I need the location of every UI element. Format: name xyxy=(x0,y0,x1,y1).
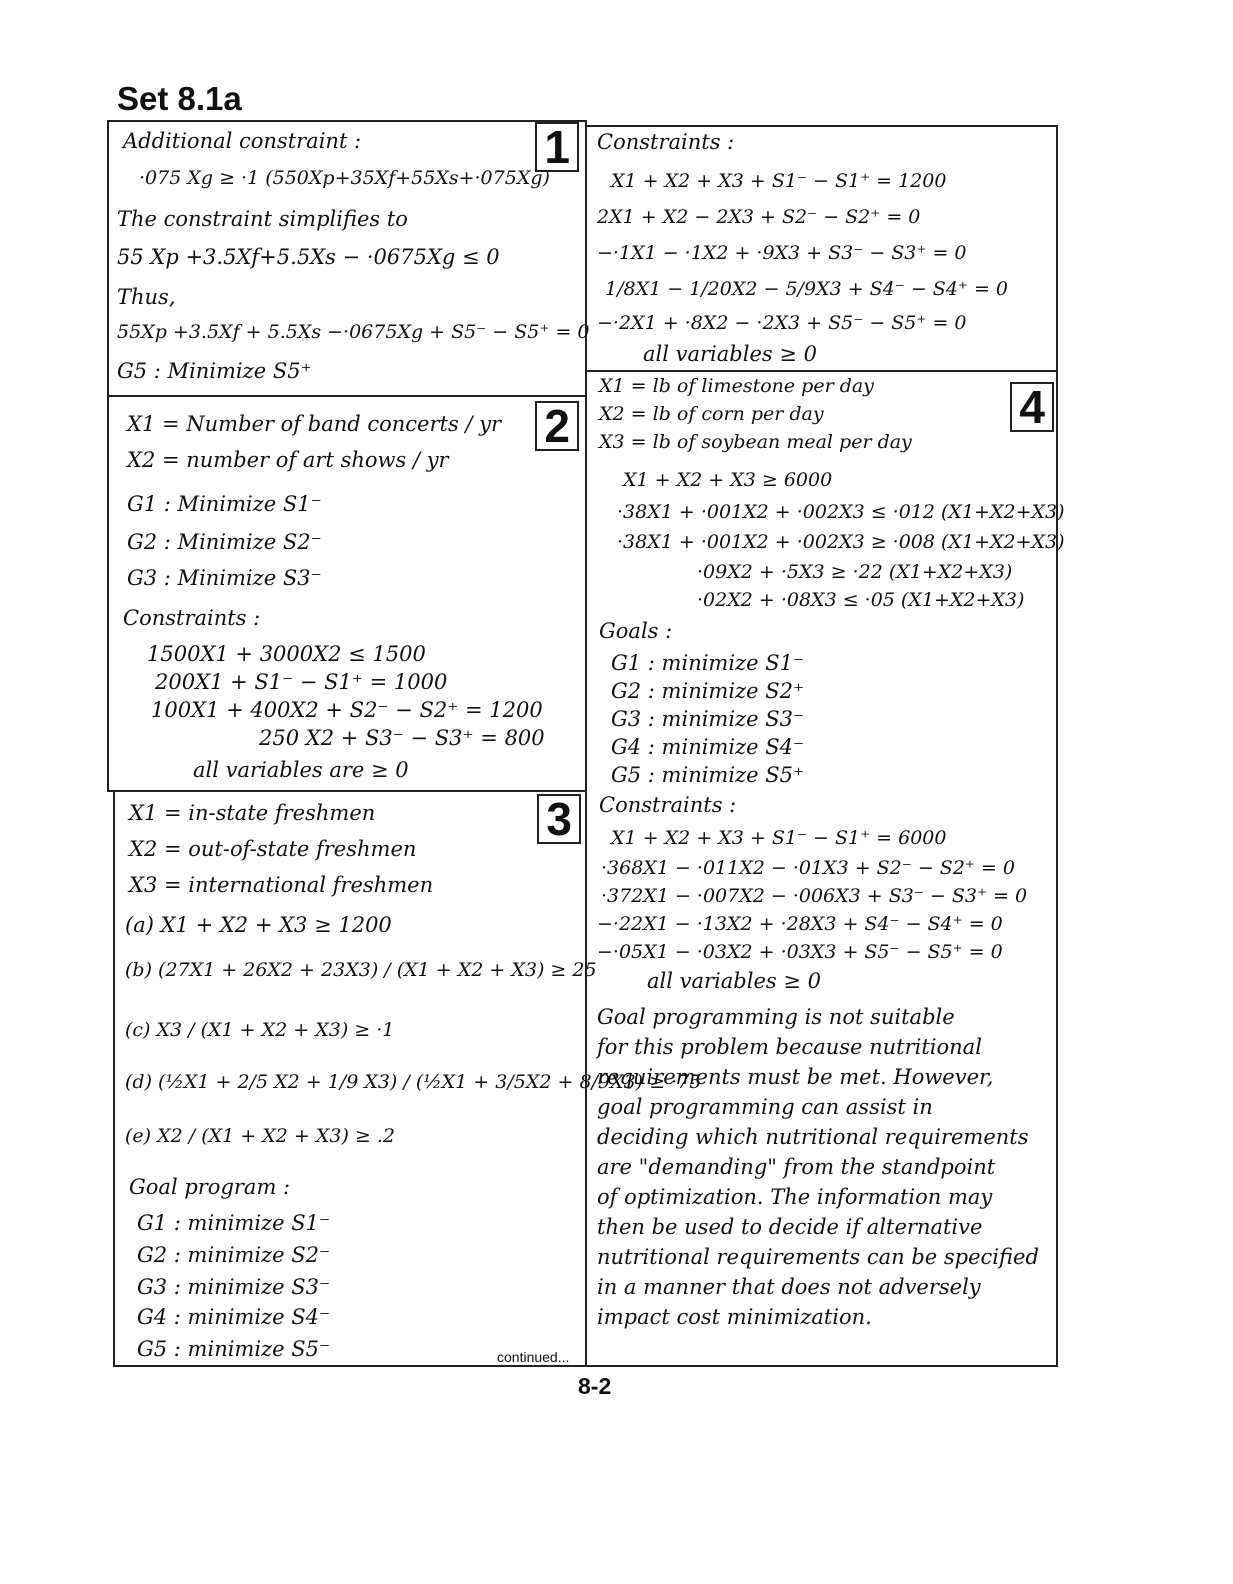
problem-4-line: X3 = lb of soybean meal per day xyxy=(599,431,912,453)
problem-4-line: Goals : xyxy=(599,619,673,643)
problem-2-line: Constraints : xyxy=(123,606,261,630)
problem-4-line: G5 : minimize S5⁺ xyxy=(611,763,805,787)
problem-4-line: X1 + X2 + X3 ≥ 6000 xyxy=(623,469,833,491)
problem-4-note-line: requirements must be met. However, xyxy=(597,1065,994,1089)
constraints-line: −·1X1 − ·1X2 + ·9X3 + S3⁻ − S3⁺ = 0 xyxy=(597,242,967,264)
problem-4-note-line: of optimization. The information may xyxy=(597,1185,993,1209)
problem-1-line: Additional constraint : xyxy=(123,129,362,153)
problem-4-line: −·05X1 − ·03X2 + ·03X3 + S5⁻ − S5⁺ = 0 xyxy=(597,941,1003,963)
problem-1-panel xyxy=(107,120,590,397)
constraints-line: Constraints : xyxy=(597,130,735,154)
continued-note: continued... xyxy=(497,1349,570,1365)
problem-4-line: −·22X1 − ·13X2 + ·28X3 + S4⁻ − S4⁺ = 0 xyxy=(597,913,1003,935)
problem-3-line: X2 = out-of-state freshmen xyxy=(129,837,417,861)
problem-1-line: 55 Xp +3.5Xf+5.5Xs − ·0675Xg ≤ 0 xyxy=(117,245,500,269)
problem-1-number: 1 xyxy=(535,122,579,172)
problem-4-line: G3 : minimize S3⁻ xyxy=(611,707,805,731)
problem-4-line: X1 + X2 + X3 + S1⁻ − S1⁺ = 6000 xyxy=(611,827,947,849)
problem-2-line: X1 = Number of band concerts / yr xyxy=(127,412,502,436)
problem-4-note-line: are "demanding" from the standpoint xyxy=(597,1155,996,1179)
problem-3-number: 3 xyxy=(537,794,581,844)
problem-2-line: G3 : Minimize S3⁻ xyxy=(127,566,322,590)
page-title: Set 8.1a xyxy=(117,80,242,117)
problem-4-line: ·368X1 − ·011X2 − ·01X3 + S2⁻ − S2⁺ = 0 xyxy=(601,857,1016,879)
problem-4-line: Constraints : xyxy=(599,793,737,817)
problem-1-line: ·075 Xg ≥ ·1 (550Xp+35Xf+55Xs+·075Xg) xyxy=(139,167,550,189)
problem-4-line: G1 : minimize S1⁻ xyxy=(611,651,805,675)
constraints-line: all variables ≥ 0 xyxy=(643,342,817,366)
problem-2-number: 2 xyxy=(535,401,579,451)
problem-4-note-line: nutritional requirements can be specified xyxy=(597,1245,1039,1269)
problem-2-line: X2 = number of art shows / yr xyxy=(127,448,449,472)
constraints-line: 1/8X1 − 1/20X2 − 5/9X3 + S4⁻ − S4⁺ = 0 xyxy=(605,278,1009,300)
problem-4-line: ·38X1 + ·001X2 + ·002X3 ≥ ·008 (X1+X2+X3) xyxy=(617,531,1065,553)
problem-3-line: G1 : minimize S1⁻ xyxy=(137,1211,331,1235)
problem-1-line: Thus, xyxy=(117,285,176,309)
problem-3-line: X1 = in-state freshmen xyxy=(129,801,376,825)
problem-3-line: G3 : minimize S3⁻ xyxy=(137,1275,331,1299)
problem-4-line: all variables ≥ 0 xyxy=(647,969,821,993)
problem-4-note-line: goal programming can assist in xyxy=(597,1095,933,1119)
problem-4-line: ·38X1 + ·001X2 + ·002X3 ≤ ·012 (X1+X2+X3) xyxy=(617,501,1065,523)
problem-2-line: 200X1 + S1⁻ − S1⁺ = 1000 xyxy=(155,670,448,694)
problem-3-constraints-panel xyxy=(585,125,1058,372)
problem-2-line: 100X1 + 400X2 + S2⁻ − S2⁺ = 1200 xyxy=(151,698,543,722)
problem-1-line: The constraint simplifies to xyxy=(117,207,408,231)
problem-2-line: all variables are ≥ 0 xyxy=(193,758,409,782)
problem-3-line: (a) X1 + X2 + X3 ≥ 1200 xyxy=(125,913,392,937)
constraints-line: X1 + X2 + X3 + S1⁻ − S1⁺ = 1200 xyxy=(611,170,947,192)
problem-4-line: ·02X2 + ·08X3 ≤ ·05 (X1+X2+X3) xyxy=(697,589,1025,611)
problem-4-line: X2 = lb of corn per day xyxy=(599,403,824,425)
problem-1-line: G5 : Minimize S5⁺ xyxy=(117,359,312,383)
problem-2-line: G1 : Minimize S1⁻ xyxy=(127,492,322,516)
page-number: 8-2 xyxy=(578,1373,612,1399)
problem-4-note-line: deciding which nutritional requirements xyxy=(597,1125,1029,1149)
problem-3-line: (d) (½X1 + 2/5 X2 + 1/9 X3) / (½X1 + 3/5X2 + 8/9X3) ≥ ·75 xyxy=(125,1071,702,1093)
problem-4-note-line: Goal programming is not suitable xyxy=(597,1005,955,1029)
problem-2-line: G2 : Minimize S2⁻ xyxy=(127,530,322,554)
problem-4-line: X1 = lb of limestone per day xyxy=(599,375,874,397)
problem-3-line: Goal program : xyxy=(129,1175,291,1199)
constraints-line: 2X1 + X2 − 2X3 + S2⁻ − S2⁺ = 0 xyxy=(597,206,921,228)
problem-3-line: G4 : minimize S4⁻ xyxy=(137,1305,331,1329)
problem-4-line: ·372X1 − ·007X2 − ·006X3 + S3⁻ − S3⁺ = 0 xyxy=(601,885,1028,907)
problem-2-line: 250 X2 + S3⁻ − S3⁺ = 800 xyxy=(259,726,545,750)
problem-3-line: (b) (27X1 + 26X2 + 23X3) / (X1 + X2 + X3) ≥ 25 xyxy=(125,959,597,981)
problem-4-number: 4 xyxy=(1010,382,1054,432)
problem-4-line: G2 : minimize S2⁺ xyxy=(611,679,805,703)
problem-1-line: 55Xp +3.5Xf + 5.5Xs −·0675Xg + S5⁻ − S5⁺ = 0 xyxy=(117,321,590,343)
constraints-line: −·2X1 + ·8X2 − ·2X3 + S5⁻ − S5⁺ = 0 xyxy=(597,312,967,334)
solutions-frame xyxy=(107,120,1065,1367)
problem-4-line: G4 : minimize S4⁻ xyxy=(611,735,805,759)
problem-4-line: ·09X2 + ·5X3 ≥ ·22 (X1+X2+X3) xyxy=(697,561,1013,583)
problem-3-line: (e) X2 / (X1 + X2 + X3) ≥ .2 xyxy=(125,1125,395,1147)
problem-2-line: 1500X1 + 3000X2 ≤ 1500 xyxy=(147,642,426,666)
problem-4-panel xyxy=(585,370,1065,1367)
problem-4-note-line: in a manner that does not adversely xyxy=(597,1275,981,1299)
problem-4-note-line: impact cost minimization. xyxy=(597,1305,872,1329)
problem-4-note-line: for this problem because nutritional xyxy=(597,1035,982,1059)
problem-3-line: (c) X3 / (X1 + X2 + X3) ≥ ·1 xyxy=(125,1019,395,1041)
problem-3-line: X3 = international freshmen xyxy=(129,873,434,897)
problem-3-line: G2 : minimize S2⁻ xyxy=(137,1243,331,1267)
problem-4-note-line: then be used to decide if alternative xyxy=(597,1215,983,1239)
problem-3-line: G5 : minimize S5⁻ xyxy=(137,1337,331,1361)
problem-2-panel xyxy=(107,395,587,792)
